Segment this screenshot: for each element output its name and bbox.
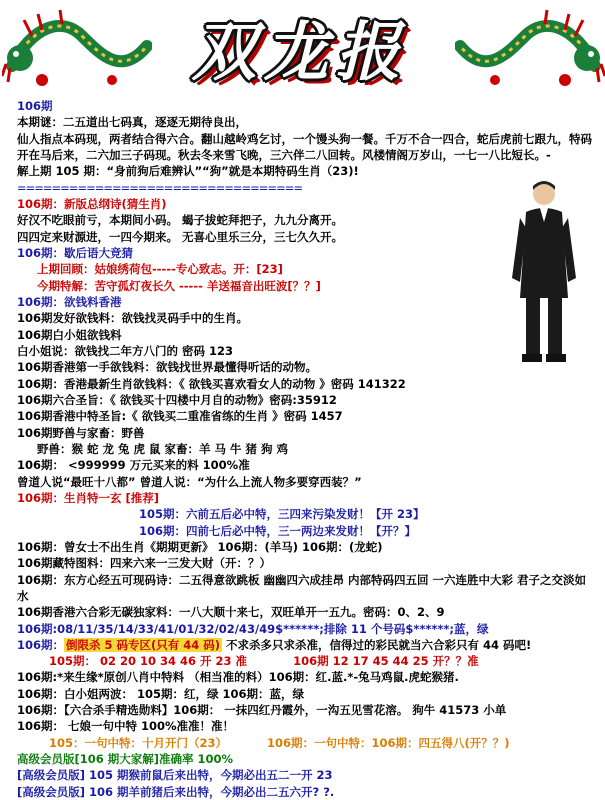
member-line-106: [高级会员版] 106 期羊前猪后来出特，今期必出二五六开? ?.: [17, 784, 335, 799]
kill-five-results: 105期： 02 20 10 34 46 开 23 准 106期 12 17 45 44 25 开？？准: [49, 654, 479, 669]
one-sentence-line: 105：一句中特：十月开门（23） 106期：一句中特：106期：四五得八(开？？): [49, 735, 510, 750]
left-dragon-icon: [2, 6, 152, 92]
poem-line-2: 四四定来财源进，一四今期来。 无喜心里乐三分，三七久久开。: [17, 229, 344, 244]
hk-line-7: 106期香港中特圣旨:《 欲钱买二重准省练的生肖 》密码 1457: [17, 409, 343, 424]
hk-line-2: 106期白小姐欲钱料: [17, 327, 122, 342]
masthead-title: 双龙报: [192, 15, 408, 90]
previous-review: 上期回顾：姑娘绣荷包-----专心致志。开：[23]: [37, 262, 283, 277]
issue-number: 106期: [17, 99, 53, 113]
kill-five-badge: 倒限杀 5 码专区(只有 44 码): [66, 637, 221, 652]
zodiac-105: 105期：六前五后必中特，三四来污染发财！【开 23】: [139, 507, 425, 522]
masthead: [0, 0, 605, 96]
seven-aunt-line: 106期： 七娘一句中特 100%准准！准！: [17, 719, 235, 734]
member-heading: 高级会员版[106 期大家解]准确率 100%: [17, 752, 234, 767]
beast-livestock-list: 野兽：猴 蛇 龙 兔 虎 鼠 家畜：羊 马 牛 猪 狗 鸡: [37, 441, 289, 456]
hk-line-1: 106期发好欲钱料：欲钱找灵码手中的生肖。: [17, 311, 249, 326]
beast-livestock-heading: 106期野兽与家畜：野兽: [17, 425, 145, 440]
exclusive-line: 106期香港六合彩无碳独家料：一八大顺十来七，双旺单开一五九。密码：0、2、9: [17, 605, 445, 620]
hk-line-3: 白小姐说：欲钱找二年方八门的 密码 123: [17, 343, 234, 358]
two-waves-line: 106期：白小姐两波： 105期：红，绿 106期：蓝，绿: [17, 686, 305, 701]
hk-line-4: 106期香港第一手欲钱料：欲钱找世界最懂得听话的动物。: [17, 360, 318, 375]
member-line-105: [高级会员版] 105 期猴前鼠后来出特，今期必出五二一开 23: [17, 768, 333, 783]
hk-line-5: 106期：香港最新生肖欲钱料：《 欲钱买喜欢看女人的动物 》密码 141322: [17, 376, 406, 391]
riddle-line: 本期谜：二五道出七码真，逐逐无期待良出，: [17, 115, 247, 130]
section-heading-poem: 106期：新版总纲诗(猜生肖): [17, 196, 167, 211]
section-heading-riddle: 106期：歇后语大竞猜: [17, 245, 134, 260]
riddle-text: 仙人指点本码现，两者结合得六合。翻山越岭鸡乞讨，一个馒头狗一餐。千万不合一四合，蛇后虎前七跟九，特码开在马后来，二六加三子码现。秋去冬来雪飞晚，三六伴二八回转。风楼情阁万岁山，一七一八比短长。-: [17, 131, 592, 162]
article-body: [17, 98, 592, 800]
poem-line-1: 好汉不吃眼前亏，本期间小码。 蝎子拔蛇拜把子，九九分离开。: [17, 213, 344, 228]
section-heading-zodiac: 106期：生肖特一玄 [推荐]: [17, 490, 160, 505]
hidden-picture-line: 106期藏特图料：四来六来一三发大财（开：？）: [17, 556, 272, 571]
killer-line: 106期：【六合杀手精选勋料】106期： 一抹四红丹霞外，一沟五见雪花溶。 狗牛 41573 小单: [17, 703, 507, 718]
section-heading-hk: 106期：欲钱料香港: [17, 294, 122, 309]
separator: =================================: [17, 180, 302, 195]
eight-zodiac-line: 106期:*来生缘*原创八肖中特料 （相当准的料）106期：红.蓝.*-兔马鸡鼠.虎蛇猴猪.: [17, 670, 459, 685]
hk-line-6: 106期六合圣旨：《 欲钱买十四楼中月自的动物》密码:35912: [17, 392, 337, 407]
heart-sutra-line: 106期：东方心经五可现码诗：二五得意欲跳板 幽幽四六成挂昂 内部特码四五回 一六连胜中大彩 君子之交淡如水: [17, 572, 587, 603]
zodiac-106: 106期：四前七后必中特，三一两边来发财！【开？】: [139, 523, 417, 538]
zeng-saying: 曾道人说“最旺十八都” 曾道人说：“为什么上流人物多要穿西装？”: [17, 474, 362, 489]
last-issue-answer: 解上期 105 期：“身前狗后难辨认”“狗”就是本期特码生肖（23)!: [17, 164, 359, 179]
kill-five-line: 106期： 倒限杀 5 码专区(只有 44 码) 不求杀多只求杀准，信得过的彩民就当六合彩只有 44 码吧!: [17, 637, 532, 652]
numbers-line: 106期:08/11/35/14/33/41/01/32/02/43/49$******;排除 11 个号码$******;蓝，绿: [17, 621, 489, 636]
current-hint: 今期特解：苦守孤灯夜长久 ----- 羊送福音出旺波[？？]: [37, 278, 321, 293]
premium-tip: 106期： <999999 万元买来的料 100%准: [17, 458, 250, 473]
ms-zeng-line: 106期：曾女士不出生肖《期期更新》 106期：(羊马) 106期：(龙蛇): [17, 539, 383, 554]
right-dragon-icon: [455, 6, 605, 92]
